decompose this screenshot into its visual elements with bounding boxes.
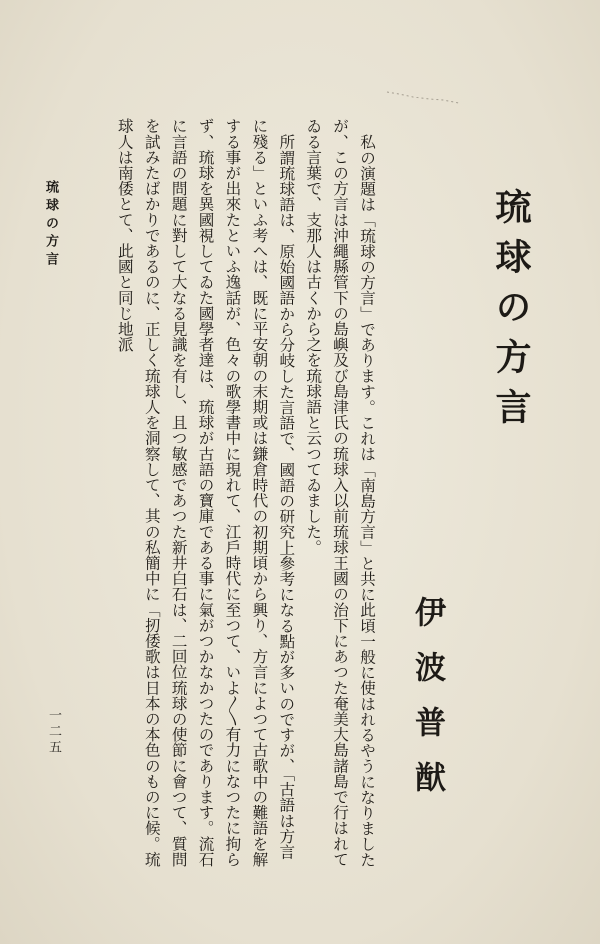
running-head: 琉球の方言 — [43, 180, 58, 270]
paragraph-1: 私の演題は「琉球の方言」であります。これは「南島方言」と共に此頃一般に使はれるやうになりましたが、この方言は沖繩縣管下の島嶼及び島津氏の琉球入以前琉球王國の治下にあつた奄美大島諸島で行はれてゐる言葉で、支那人は古くから之を琉球語と云つてゐました。 — [304, 118, 376, 867]
author-name: 伊波普猷 — [409, 596, 445, 816]
page-number: 一二五 — [46, 708, 61, 756]
article-title: 琉球の方言 — [490, 188, 532, 438]
article-body — [84, 118, 380, 868]
paragraph-2: 所謂琉球語は、原始國語から分岐した言語で、國語の研究上參考になる點が多いのですが、「古語は方言に殘る」といふ考へは、既に平安朝の末期或は鎌倉時代の初期頃から興り、方言によつて古歌中の難語を解する事が出來たといふ逸話が、色々の歌學書中に現れて、江戶時代に至つて、いよ〳〵有力になつたに拘らず、琉球を異國視してゐた國學者達は、琉球が古語の寶庫である事に氣がつかなかつたのであります。流石に言語の問題に對して大なる見識を有し、且つ敏感であつた新井白石は、二回位琉球の使節に會つて、質問を試みたばかりであるのに、正しく琉球人を洞察して、其の私簡中に「扨倭歌は日本の本色のものに候。琉球人は南倭とて、此國と同じ地派 — [115, 118, 296, 867]
ink-smudge — [385, 86, 465, 110]
